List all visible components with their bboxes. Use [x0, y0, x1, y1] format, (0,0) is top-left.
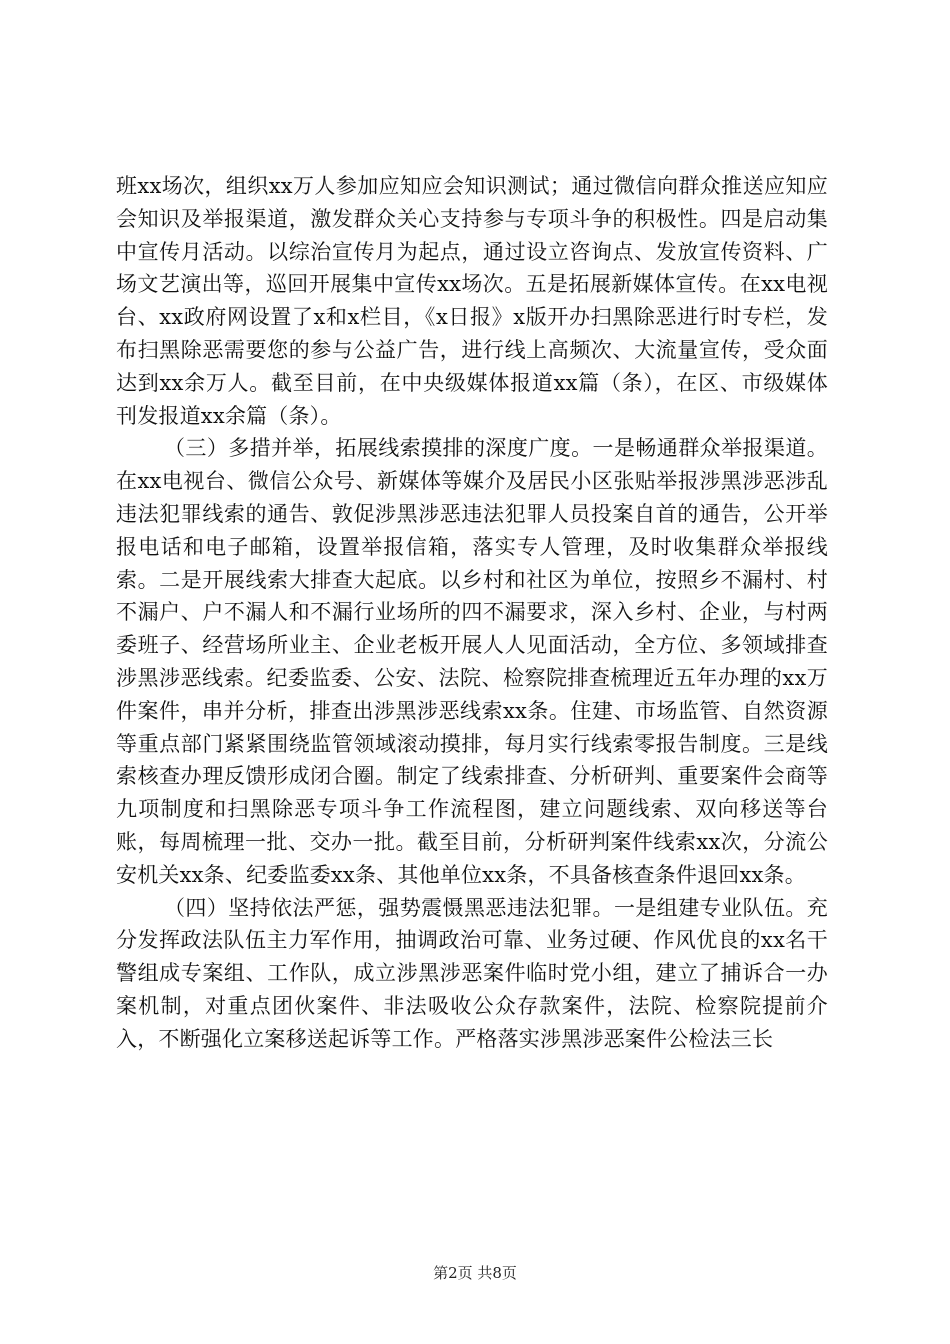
document-body [116, 170, 828, 1056]
paragraph-strict-punishment: （四）坚持依法严惩，强势震慑黑恶违法犯罪。一是组建专业队伍。充分发挥政法队伍主力军作用，抽调政治可靠、业务过硬、作风优良的xx名干警组成专案组、工作队，成立涉黑涉恶案件临时党小组，建立了捕诉合一办案机制，对重点团伙案件、非法吸收公众存款案件，法院、检察院提前介入，不断强化立案移送起诉等工作。严格落实涉黑涉恶案件公检法三长 [116, 895, 828, 1051]
page-number-footer: 第2页 共8页 [433, 1264, 517, 1282]
paragraph-clue-investigation: （三）多措并举，拓展线索摸排的深度广度。一是畅通群众举报渠道。在xx电视台、微信公众号、新媒体等媒介及居民小区张贴举报涉黑涉恶涉乱违法犯罪线索的通告、敦促涉黑涉恶违法犯罪人员投案自首的通告，公开举报电话和电子邮箱，设置举报信箱，落实专人管理，及时收集群众举报线索。二是开展线索大排查大起底。以乡村和社区为单位，按照乡不漏村、村不漏户、户不漏人和不漏行业场所的四不漏要求，深入乡村、企业，与村两委班子、经营场所业主、企业老板开展人人见面活动，全方位、多领域排查涉黑涉恶线索。纪委监委、公安、法院、检察院排查梳理近五年办理的xx万件案件，串并分析，排查出涉黑涉恶线索xx条。住建、市场监管、自然资源等重点部门紧紧围绕监管领域滚动摸排，每月实行线索零报告制度。三是线索核查办理反馈形成闭合圈。制定了线索排查、分析研判、重要案件会商等九项制度和扫黑除恶专项斗争工作流程图，建立问题线索、双向移送等台账，每周梳理一批、交办一批。截至目前，分析研判案件线索xx次，分流公安机关xx条、纪委监委xx条、其他单位xx条，不具备核查条件退回xx条。 [116, 436, 828, 887]
paragraph-publicity: 班xx场次，组织xx万人参加应知应会知识测试；通过微信向群众推送应知应会知识及举报渠道，激发群众关心支持参与专项斗争的积极性。四是启动集中宣传月活动。以综治宣传月为起点，通过设立咨询点、发放宣传资料、广场文艺演出等，巡回开展集中宣传xx场次。五是拓展新媒体宣传。在xx电视台、xx政府网设置了x和x栏目，《x日报》x版开办扫黑除恶进行时专栏，发布扫黑除恶需要您的参与公益广告，进行线上高频次、大流量宣传，受众面达到xx余万人。截至目前，在中央级媒体报道xx篇（条），在区、市级媒体刊发报道xx余篇（条）。 [116, 174, 828, 428]
